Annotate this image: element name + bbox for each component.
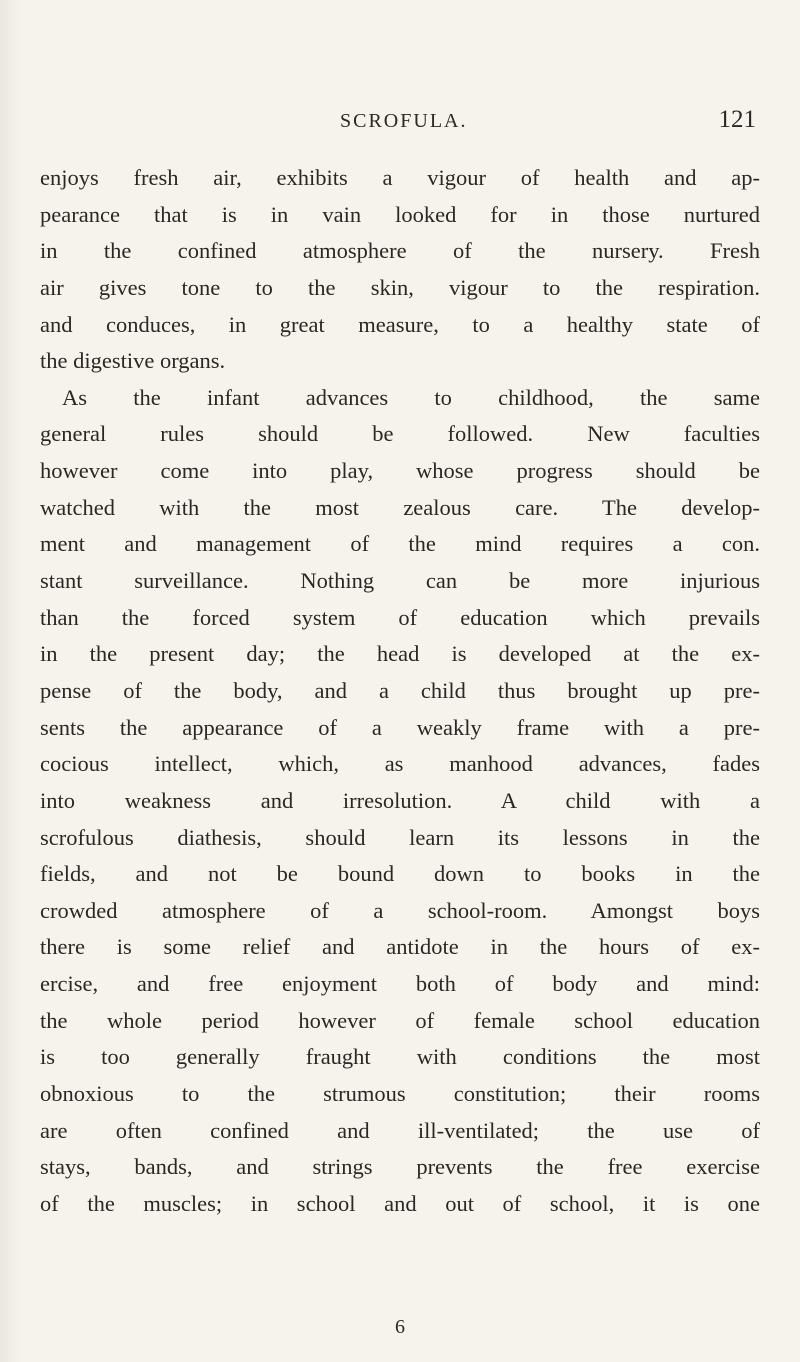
text-line: are often confined and ill-ventilated; the use of: [40, 1117, 760, 1143]
page-number: 121: [718, 106, 756, 133]
text-line: watched with the most zealous care. The develop-: [40, 494, 760, 520]
text-line: into weakness and irresolution. A child with a: [40, 787, 760, 813]
body-text: [40, 160, 760, 1223]
text-line: obnoxious to the strumous constitution; their rooms: [40, 1081, 760, 1107]
signature-mark: 6: [395, 1316, 405, 1338]
running-head-title: SCROFULA.: [340, 110, 468, 132]
text-line: ment and management of the mind requires a con.: [40, 531, 760, 557]
text-line: stant surveillance. Nothing can be more injurious: [40, 568, 760, 594]
text-line: general rules should be followed. New faculties: [40, 421, 760, 447]
running-head: [0, 106, 800, 146]
text-line: cocious intellect, which, as manhood advances, fades: [40, 751, 760, 777]
text-line: the whole period however of female school education: [40, 1007, 760, 1033]
text-line: air gives tone to the skin, vigour to the respiration.: [40, 274, 760, 300]
text-line: of the muscles; in school and out of school, it is one: [40, 1190, 760, 1216]
text-line: scrofulous diathesis, should learn its lessons in the: [40, 824, 760, 850]
text-line: As the infant advances to childhood, the same: [62, 384, 760, 410]
text-line: ercise, and free enjoyment both of body and mind:: [40, 971, 760, 997]
text-line: there is some relief and antidote in the hours of ex-: [40, 934, 760, 960]
text-line: is too generally fraught with conditions the most: [40, 1044, 760, 1070]
page-edge-shadow: [0, 0, 22, 1362]
text-line: than the forced system of education which prevails: [40, 604, 760, 630]
text-line: sents the appearance of a weakly frame with a pre-: [40, 714, 760, 740]
text-line: and conduces, in great measure, to a healthy state of: [40, 311, 760, 337]
text-line: crowded atmosphere of a school-room. Amongst boys: [40, 897, 760, 923]
text-line: pearance that is in vain looked for in those nurtured: [40, 201, 760, 227]
text-line: enjoys fresh air, exhibits a vigour of health and ap-: [40, 165, 760, 190]
text-line: the digestive organs.: [40, 348, 226, 374]
text-line: stays, bands, and strings prevents the free exercise: [40, 1154, 760, 1180]
text-line: however come into play, whose progress should be: [40, 458, 760, 484]
text-line: fields, and not be bound down to books in the: [40, 861, 760, 887]
text-line: in the present day; the head is developed at the ex-: [40, 641, 760, 667]
text-line: in the confined atmosphere of the nursery. Fresh: [40, 238, 760, 264]
text-line: pense of the body, and a child thus brought up pre-: [40, 677, 760, 703]
